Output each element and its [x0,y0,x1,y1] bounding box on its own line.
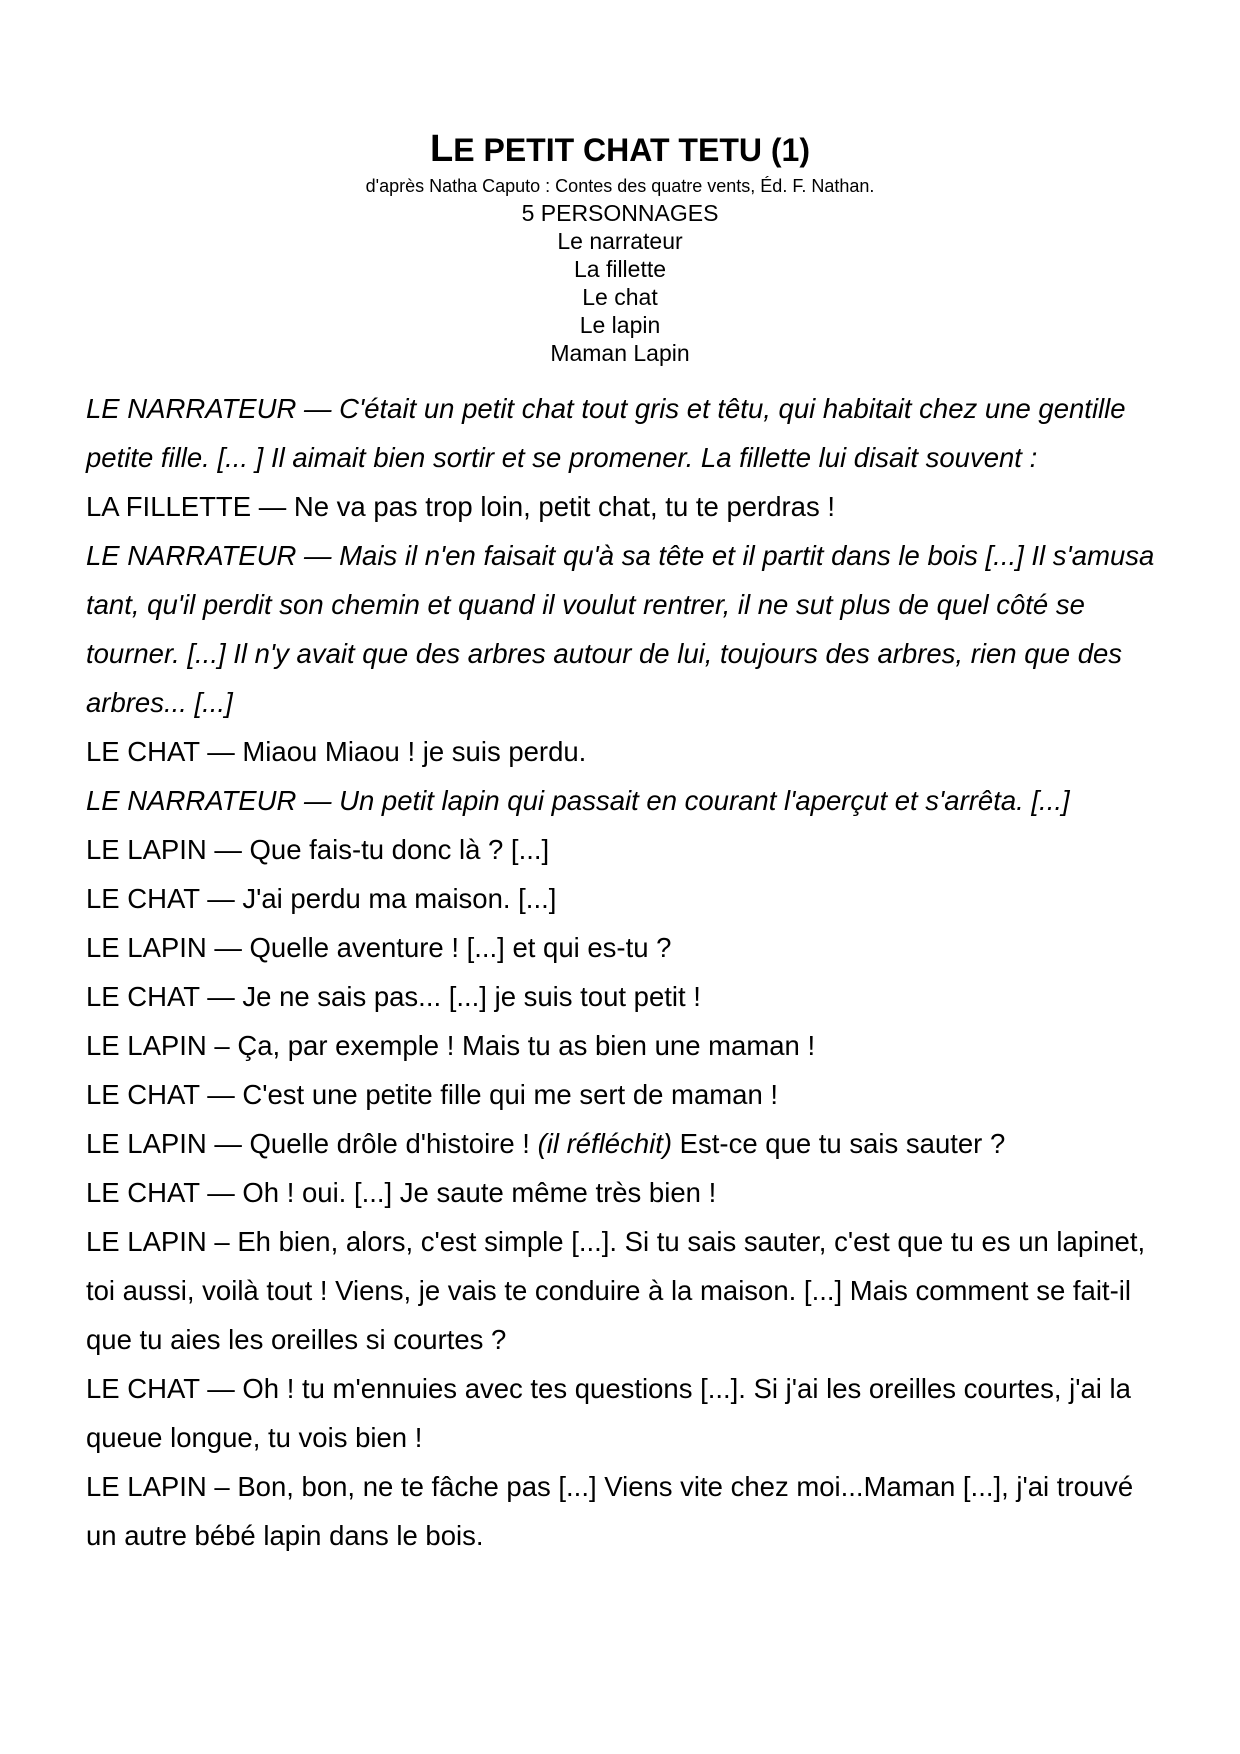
dialogue-line-with-aside [86,1119,1206,1168]
stage-direction: (il réfléchit) [537,1128,673,1159]
play-text [86,384,1206,1560]
source-credit: d'après Natha Caputo : Contes des quatre vents, Éd. F. Nathan. [365,176,875,196]
document-header [0,126,1240,367]
aside-before: LE LAPIN — Quelle drôle d'histoire ! [86,1128,538,1159]
cast-heading: 5 PERSONNAGES [521,200,719,226]
cast-member: Le lapin [579,312,661,338]
cast-member: Le chat [582,284,658,310]
dialogue-line: LE NARRATEUR — Un petit lapin qui passait en courant l'aperçut et s'arrêta. [...] [86,785,1070,816]
dialogue-line: un autre bébé lapin dans le bois. [86,1520,484,1551]
page-title [0,126,1240,173]
dialogue-line: tant, qu'il perdit son chemin et quand il voulut rentrer, il ne sut plus de quel côté se [86,589,1085,620]
dialogue-line: LE LAPIN – Bon, bon, ne te fâche pas [...] Viens vite chez moi...Maman [...], j'ai trouvé [86,1471,1134,1502]
dialogue-line: LE CHAT — J'ai perdu ma maison. [...] [86,883,557,914]
dialogue-line: LE CHAT — Miaou Miaou ! je suis perdu. [86,736,587,767]
dialogue-line: que tu aies les oreilles si courtes ? [86,1324,507,1355]
dialogue-line: LE LAPIN – Eh bien, alors, c'est simple [...]. Si tu sais sauter, c'est que tu es un lapinet, [86,1226,1146,1257]
dialogue-line: LE CHAT — Oh ! tu m'ennuies avec tes questions [...]. Si j'ai les oreilles courtes, j'ai la [86,1373,1131,1404]
cast-member: Le narrateur [557,228,683,254]
dialogue-line: LE CHAT — C'est une petite fille qui me sert de maman ! [86,1079,779,1110]
cast-member: Maman Lapin [550,340,690,366]
dialogue-line: LE NARRATEUR — C'était un petit chat tout gris et têtu, qui habitait chez une gentille [86,393,1126,424]
dialogue-line: LE LAPIN — Que fais-tu donc là ? [...] [86,834,550,865]
cast-member: La fillette [573,256,667,282]
dialogue-line: LE NARRATEUR — Mais il n'en faisait qu'à sa tête et il partit dans le bois [...] Il s'amusa [86,540,1155,571]
dialogue-line: LE LAPIN — Quelle aventure ! [...] et qui es-tu ? [86,932,672,963]
dialogue-line: queue longue, tu vois bien ! [86,1422,423,1453]
title-rest: E PETIT CHAT TETU (1) [453,132,810,168]
dialogue-line: LE CHAT — Oh ! oui. [...] Je saute même très bien ! [86,1177,717,1208]
title-first-letter: L [430,128,454,170]
dialogue-line: petite fille. [... ] Il aimait bien sortir et se promener. La fillette lui disait souvent : [86,442,1038,473]
dialogue-line: LA FILLETTE — Ne va pas trop loin, petit chat, tu te perdras ! [86,491,835,522]
dialogue-line: tourner. [...] Il n'y avait que des arbres autour de lui, toujours des arbres, rien que des [86,638,1123,669]
dialogue-line: toi aussi, voilà tout ! Viens, je vais te conduire à la maison. [...] Mais comment se fait-il [86,1275,1131,1306]
dialogue-line: LE CHAT — Je ne sais pas... [...] je suis tout petit ! [86,981,701,1012]
dialogue-line: arbres... [...] [86,687,233,718]
aside-after: Est-ce que tu sais sauter ? [672,1128,1006,1159]
dialogue-line: LE LAPIN – Ça, par exemple ! Mais tu as bien une maman ! [86,1030,816,1061]
